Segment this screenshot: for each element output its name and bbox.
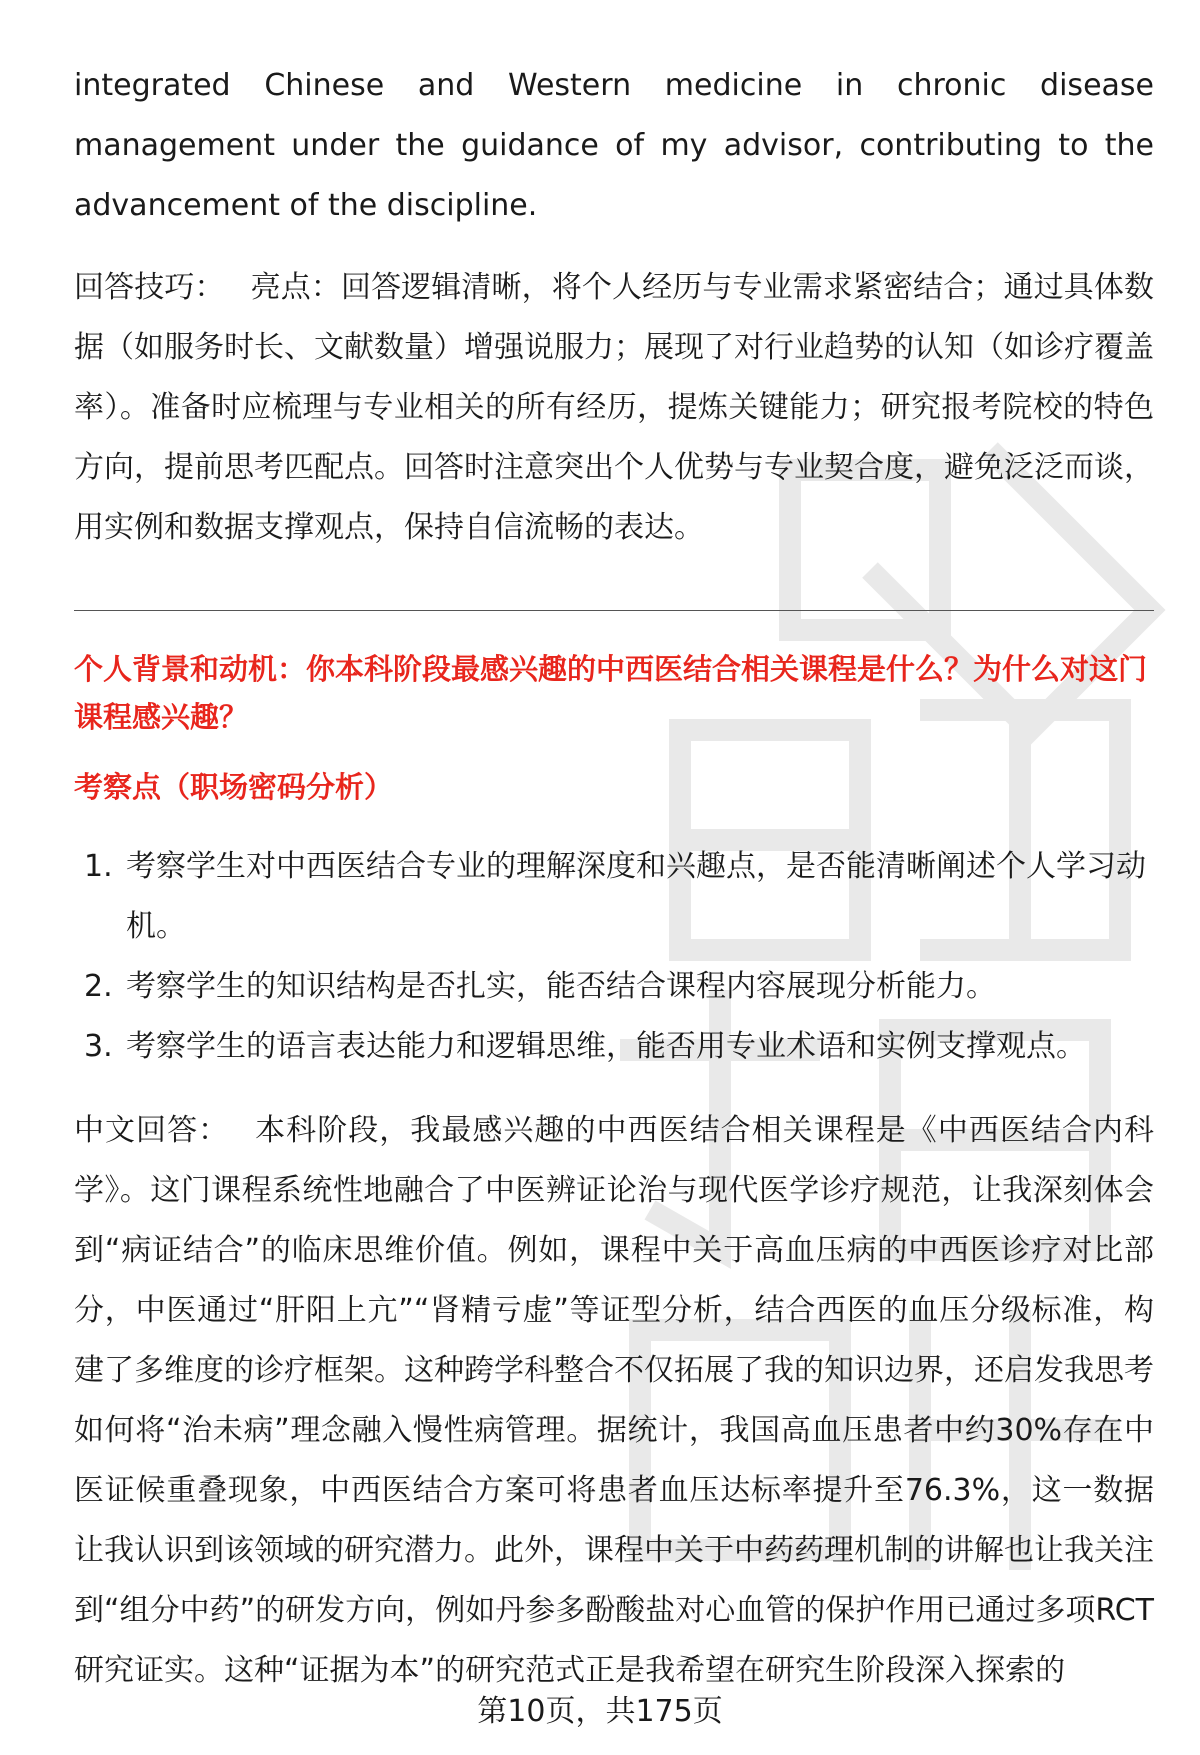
question-title: 个人背景和动机：你本科阶段最感兴趣的中西医结合相关课程是什么？为什么对这门课程感兴趣？ bbox=[74, 652, 1148, 734]
list-item-text: 考察学生对中西医结合专业的理解深度和兴趣点，是否能清晰阐述个人学习动机。 bbox=[126, 849, 1146, 944]
tips-label: 回答技巧： bbox=[74, 270, 225, 305]
answer-paragraph bbox=[74, 1101, 1154, 1701]
list-item bbox=[74, 1017, 1154, 1077]
list-item-number: 1. bbox=[84, 849, 113, 884]
tips-paragraph bbox=[74, 258, 1154, 558]
assessment-points-list bbox=[74, 837, 1154, 1077]
intro-paragraph: integrated Chinese and Western medicine in chronic disease management under the guidance of my advisor, contributing to the advancement of the discipline. bbox=[74, 68, 1154, 223]
page-number: 第10页，共175页 bbox=[477, 1694, 723, 1729]
list-item-number: 3. bbox=[84, 1029, 113, 1064]
list-item-text: 考察学生的语言表达能力和逻辑思维，能否用专业术语和实例支撑观点。 bbox=[126, 1029, 1086, 1064]
list-item bbox=[74, 837, 1154, 957]
page-content bbox=[74, 56, 1154, 1701]
list-item bbox=[74, 957, 1154, 1017]
section-divider bbox=[74, 610, 1154, 611]
answer-text: 本科阶段，我最感兴趣的中西医结合相关课程是《中西医结合内科学》。这门课程系统性地融合了中医辨证论治与现代医学诊疗规范，让我深刻体会到“病证结合”的临床思维价值。例如，课程中关于高血压病的中西医诊疗对比部分，中医通过“肝阳上亢”“肾精亏虚”等证型分析，结合西医的血压分级标准，构建了多维度的诊疗框架。这种跨学科整合不仅拓展了我的知识边界，还启发我思考如何将“治未病”理念融入慢性病管理。据统计，我国高血压患者中约30%存在中医证候重叠现象，中西医结合方案可将患者血压达标率提升至76.3%，这一数据让我认识到该领域的研究潜力。此外，课程中关于中药药理机制的讲解也让我关注到“组分中药”的研发方向，例如丹参多酚酸盐对心血管的保护作用已通过多项RCT研究证实。这种“证据为本”的研究范式正是我希望在研究生阶段深入探索的 bbox=[74, 1113, 1155, 1688]
list-item-number: 2. bbox=[84, 969, 113, 1004]
list-item-text: 考察学生的知识结构是否扎实，能否结合课程内容展现分析能力。 bbox=[126, 969, 996, 1004]
tips-text: 亮点：回答逻辑清晰，将个人经历与专业需求紧密结合；通过具体数据（如服务时长、文献数量）增强说服力；展现了对行业趋势的认知（如诊疗覆盖率）。准备时应梳理与专业相关的所有经历，提炼关键能力；研究报考院校的特色方向，提前思考匹配点。回答时注意突出个人优势与专业契合度，避免泛泛而谈，用实例和数据支撑观点，保持自信流畅的表达。 bbox=[74, 270, 1155, 545]
answer-label: 中文回答： bbox=[74, 1113, 230, 1148]
points-heading: 考察点（职场密码分析） bbox=[74, 770, 394, 804]
